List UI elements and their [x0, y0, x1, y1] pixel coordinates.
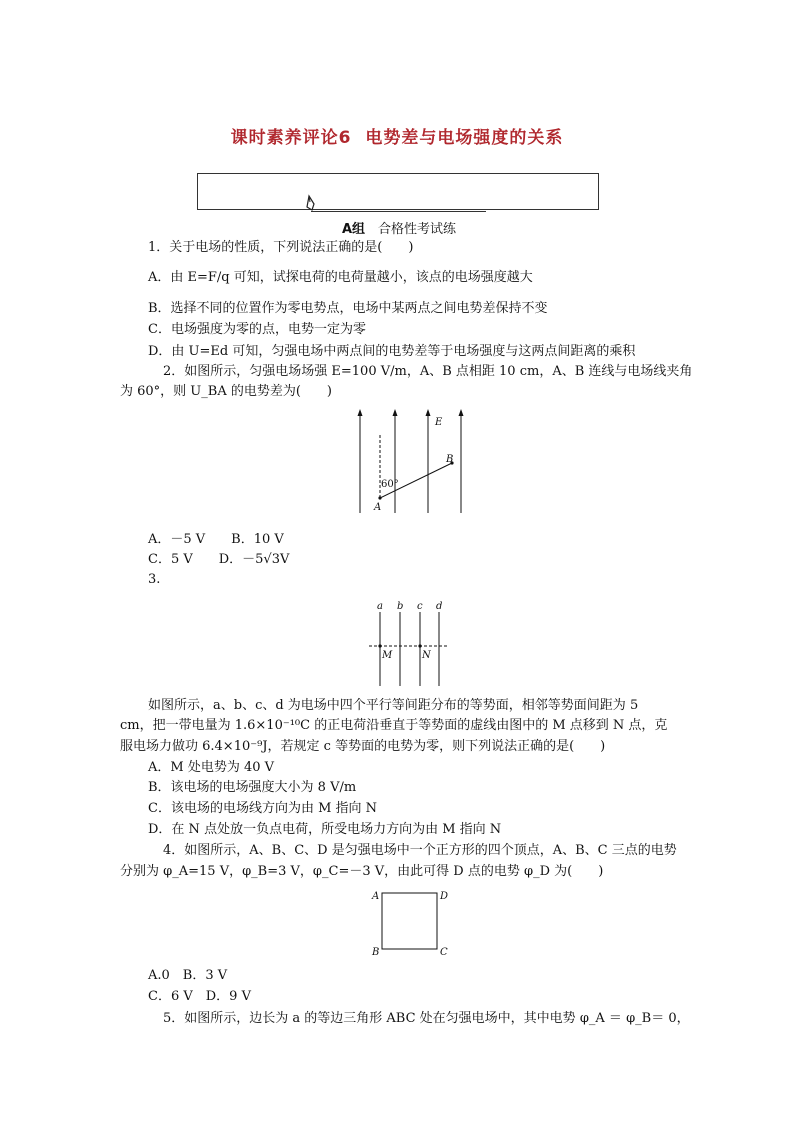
label-d: d	[436, 601, 443, 612]
q4-stem-1: 4．如图所示，A、B、C、D 是匀强电场中一个正方形的四个顶点，A、B、C 三点的电势	[163, 843, 677, 858]
banner-group: A组	[341, 222, 366, 237]
q2-stem-cont: 为 60°，则 U_BA 的电势差为( )	[120, 384, 332, 399]
label-M: M	[382, 650, 393, 661]
q2-stem: 2．如图所示，匀强电场场强 E=100 V/m，A、B 点相距 10 cm，A、B 连线与电场线夹角	[163, 364, 693, 379]
q1-stem: 1．关于电场的性质，下列说法正确的是( )	[148, 240, 414, 255]
banner-label	[198, 218, 600, 237]
q2-options-1: A．－5 V B．10 V	[148, 532, 284, 547]
q3-stem-3: 服电场力做功 6.4×10⁻⁹J，若规定 c 等势面的电势为零，则下列说法正确的是( )	[120, 739, 606, 754]
label-a: a	[377, 601, 383, 612]
banner-text: 合格性考试练	[378, 222, 457, 237]
q2-options-2: C．5 V D．－5√3V	[148, 552, 290, 567]
label-c: c	[417, 601, 423, 612]
q3-stem-1: 如图所示，a、b、c、d 为电场中四个平行等间距分布的等势面，相邻等势面间距为 5	[148, 698, 639, 713]
title-sub: 电势差与电场强度的关系	[365, 128, 564, 148]
q5-stem: 5．如图所示，边长为 a 的等边三角形 ABC 处在匀强电场中，其中电势 φ_A ＝ φ_B＝ 0，	[163, 1011, 690, 1026]
label-A: A	[374, 502, 382, 513]
figure-equipotential	[365, 598, 455, 688]
label-B: B	[446, 454, 454, 465]
page-title	[0, 123, 794, 148]
label-b: b	[397, 601, 404, 612]
q3-stem-2: cm，把一带电量为 1.6×10⁻¹⁰C 的正电荷沿垂直于等势面的虚线由图中的 M 点移到 N 点，克	[120, 718, 668, 733]
q1-option-c: C．电场强度为零的点，电势一定为零	[148, 322, 366, 337]
figure-field-ab	[355, 408, 470, 518]
label-C: C	[440, 947, 448, 958]
q3-number: 3.	[148, 572, 161, 587]
figure-square	[368, 883, 453, 963]
q4-options-2: C．6 V D．9 V	[148, 989, 251, 1004]
q1-option-b: B．选择不同的位置作为零电势点，电场中某两点之间电势差保持不变	[148, 301, 548, 316]
section-banner	[197, 173, 599, 237]
q1-option-d: D．由 U=Ed 可知，匀强电场中两点间的电势差等于电场强度与这两点间距离的乘积	[148, 344, 636, 359]
q4-stem-2: 分别为 φ_A=15 V，φ_B=3 V，φ_C=－3 V，由此可得 D 点的电势 φ_D 为( )	[120, 864, 604, 879]
q3-option-d: D．在 N 点处放一负点电荷，所受电场力方向为由 M 指向 N	[148, 822, 502, 837]
label-D: D	[440, 891, 449, 902]
q1-option-a: A．由 E=F/q 可知，试探电荷的电荷量越小，该点的电场强度越大	[148, 270, 533, 285]
label-A: A	[372, 891, 380, 902]
banner-rule	[311, 211, 486, 212]
q3-option-c: C．该电场的电场线方向为由 M 指向 N	[148, 801, 378, 816]
label-B: B	[372, 947, 380, 958]
label-angle: 60°	[381, 479, 399, 490]
q3-option-a: A．M 处电势为 40 V	[148, 760, 275, 775]
pen-icon	[306, 194, 320, 212]
label-N: N	[422, 650, 431, 661]
label-E: E	[435, 417, 443, 428]
q4-options-1: A.0 B．3 V	[148, 968, 228, 983]
q3-option-b: B．该电场的电场强度大小为 8 V/m	[148, 780, 357, 795]
title-main: 课时素养评论6	[230, 128, 352, 148]
